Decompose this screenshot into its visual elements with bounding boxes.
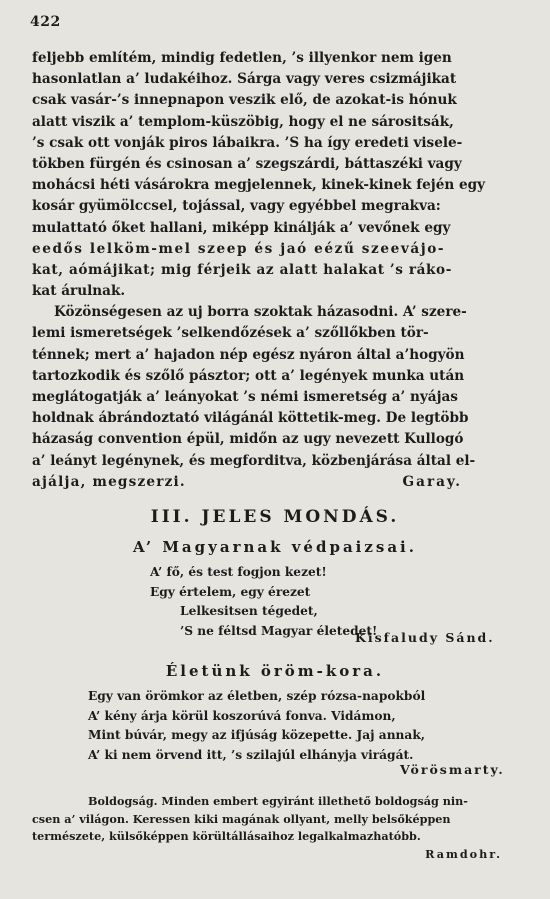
text-line: a’ leányt legénynek, és megforditva, közbenjárása által el- [32,452,476,469]
poem-title: A’ Magyarnak védpaizsai. [133,538,417,556]
text-line: kosár gyümölccsel, tojással, vagy egyébbel megrakva: [32,198,441,215]
verse-line: A’ fő, és test fogjon kezet! [150,565,327,579]
closing-text: ajálja, megszerzi. [32,473,186,490]
section-heading: III. JELES MONDÁS. [150,507,400,527]
saying-block [32,793,526,863]
text-line: hasonlatlan a’ ludakéihoz. Sárga vagy veres csizmájikat [32,71,457,88]
text-line: mohácsi héti vásárokra megjelennek, kinek-kinek fején egy [32,177,486,194]
page-number: 422 [30,14,61,30]
text-line: holdnak ábrándoztató világánál köttetik-meg. De legtöbb [32,410,469,427]
poem-title: Életünk öröm-kora. [165,662,385,680]
text-line: csak vasár-’s innepnapon veszik elő, de azokat-is hónuk [32,92,457,109]
text-line: kat árulnak. [32,283,126,300]
text-line: meglátogatják a’ leányokat ’s némi ismeretség a’ nyájas [32,389,458,405]
poem-author: Kisfaludy Sánd. [355,630,495,645]
verse-line: ’S ne féltsd Magyar életedet! [180,623,378,638]
text-line: tartozkodik és szőlő pásztor; ott a’ legények munka után [32,367,465,384]
text-line: házaság convention épül, midőn az ugy nevezett Kullogó [32,431,464,448]
poem-author: Vörösmarty. [400,762,505,777]
saying-line: Boldogság. Minden embert egyiránt illethető boldogság nin- [88,794,468,808]
signature: Garay. [402,473,462,490]
verse-line: A’ ki nem örvend itt, ’s szilajúl elhányja virágát. [88,747,414,762]
text-line: ’s csak ott vonják piros lábaikra. ’S ha így eredeti visele- [32,134,463,151]
text-line: eedős lelköm-mel szeep és jaó eézű szeevájo- [32,240,446,257]
text-line: lemi ismeretségek ’selkendőzések a’ szőllőkben tör- [32,325,429,342]
verse-line: A’ kény árja körül koszorúvá fonva. Vidámon, [88,708,396,723]
verse-line: Egy van örömkor az életben, szép rózsa-napokból [88,689,426,703]
saying-line: csen a’ világon. Keressen kiki magának ollyant, melly belsőképpen [32,811,451,826]
body-text [32,48,522,493]
poem-verses [88,687,425,765]
saying-line: természete, külsőképpen körültállásaihoz legalkalmazhatóbb. [32,829,421,844]
text-line: ténnek; mert a’ hajadon nép egész nyáron által a’hogyön [32,346,465,363]
saying-author: Ramdohr. [425,846,502,861]
text-line: tökben fürgén és csinosan a’ szegszárdi, báttaszéki vagy [32,155,462,172]
text-line: mulattató őket hallani, miképp kinálják a’ vevőnek egy [32,219,451,236]
text-line-last [32,472,522,493]
text-line: Közönségesen az uj borra szoktak házasodni. A’ szere- [54,304,467,321]
text-line: feljebb említém, mindig fedetlen, ’s illyenkor nem igen [32,50,452,66]
text-line: alatt viszik a’ templom-küszöbig, hogy el ne sárositsák, [32,113,454,130]
poem-verses [150,563,377,641]
text-line: kat, aómájikat; mig férjeik az alatt halakat ’s ráko- [32,261,452,278]
verse-line: Egy értelem, egy érezet [150,584,311,599]
verse-line: Lelkesitsen tégedet, [180,604,318,618]
verse-line: Mint búvár, megy az ifjúság közepette. Jaj annak, [88,728,426,742]
